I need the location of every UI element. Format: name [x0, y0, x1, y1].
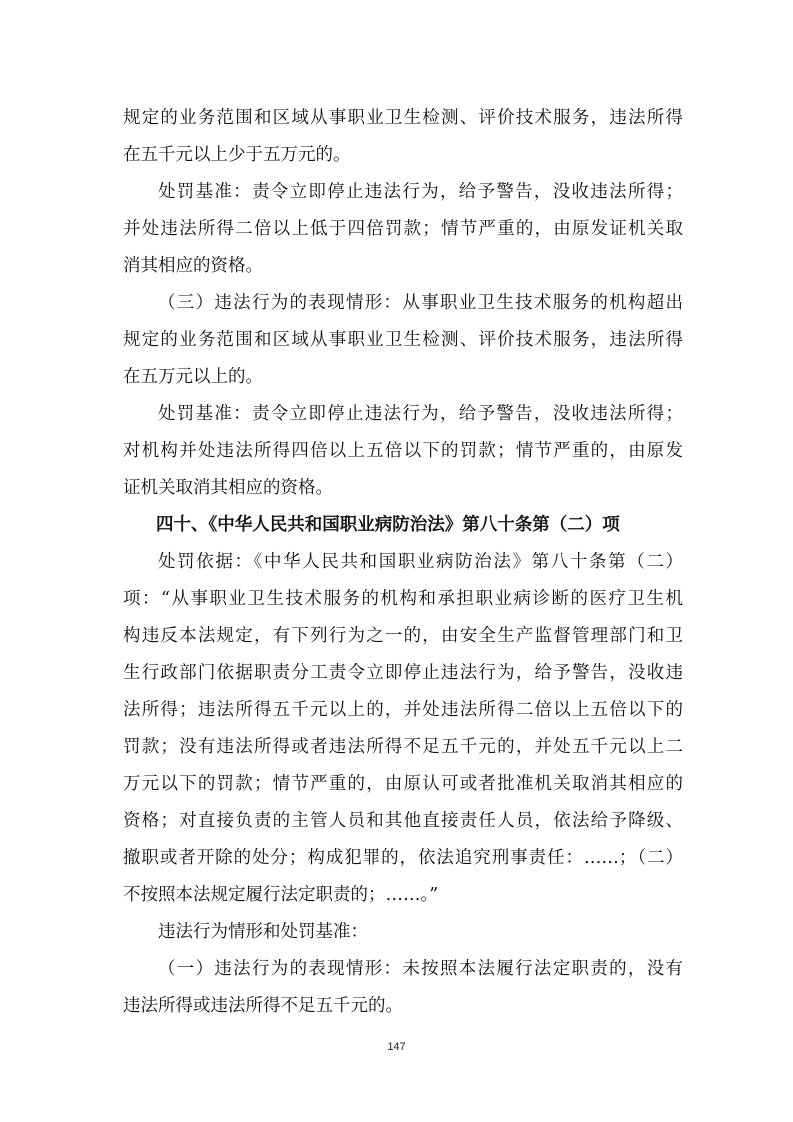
- text-line: 违法所得或违法所得不足五千元的。: [123, 996, 403, 1016]
- text-line: 万元以下的罚款；情节严重的，由原认可或者批准机关取消其相应的: [123, 774, 683, 794]
- text-line: 撤职或者开除的处分；构成犯罪的，依法追究刑事责任：……；（二）: [123, 848, 683, 868]
- text-line: 规定的业务范围和区域从事职业卫生检测、评价技术服务，违法所得: [123, 108, 683, 128]
- text-line: 证机关取消其相应的资格。: [123, 478, 333, 498]
- text-line: 在五千元以上少于五万元的。: [123, 145, 351, 165]
- text-line: 消其相应的资格。: [123, 256, 263, 276]
- text-line: 处罚基准：责令立即停止违法行为，给予警告，没收违法所得；: [158, 404, 683, 424]
- section-heading: 四十、《中华人民共和国职业病防治法》第八十条第（二）项: [156, 515, 620, 535]
- text-line: 规定的业务范围和区域从事职业卫生检测、评价技术服务，违法所得: [123, 330, 683, 350]
- text-line: 对机构并处违法所得四倍以上五倍以下的罚款；情节严重的，由原发: [123, 441, 683, 461]
- text-line: 处罚基准：责令立即停止违法行为，给予警告，没收违法所得；: [158, 182, 683, 202]
- text-line: 在五万元以上的。: [123, 367, 263, 387]
- text-line: （一）违法行为的表现情形：未按照本法履行法定职责的，没有: [158, 959, 683, 979]
- text-line: 处罚依据：《中华人民共和国职业病防治法》第八十条第（二）: [158, 552, 683, 572]
- text-line: 资格；对直接负责的主管人员和其他直接责任人员，依法给予降级、: [123, 811, 683, 831]
- text-line: （三）违法行为的表现情形：从事职业卫生技术服务的机构超出: [158, 293, 683, 313]
- text-line: 项：“从事职业卫生技术服务的机构和承担职业病诊断的医疗卫生机: [123, 589, 683, 609]
- text-line: 并处违法所得二倍以上低于四倍罚款；情节严重的，由原发证机关取: [123, 219, 683, 239]
- text-line: 构违反本法规定，有下列行为之一的，由安全生产监督管理部门和卫: [123, 626, 683, 646]
- text-line: 法所得；违法所得五千元以上的，并处违法所得二倍以上五倍以下的: [123, 700, 683, 720]
- text-line: 生行政部门依据职责分工责令立即停止违法行为，给予警告，没收违: [123, 663, 683, 683]
- text-line: 罚款；没有违法所得或者违法所得不足五千元的，并处五千元以上二: [123, 737, 683, 757]
- text-line: 违法行为情形和处罚基准：: [158, 922, 368, 942]
- page-number: 147: [387, 1041, 406, 1053]
- text-line: 不按照本法规定履行法定职责的；……。”: [123, 885, 439, 905]
